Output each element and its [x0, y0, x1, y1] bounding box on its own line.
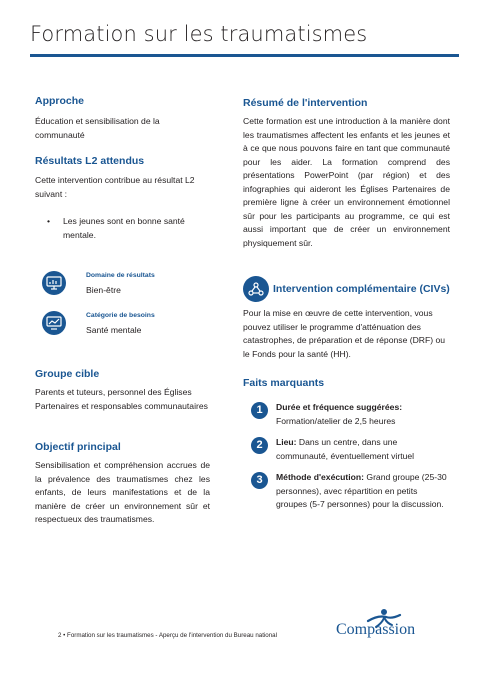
- objectif-text: Sensibilisation et compréhension accrues de la prévalence des traumatismes chez les enfants, de leurs manifestations et de la manière de créer un environnement sûr et respectueux des traumatismes.: [35, 460, 210, 524]
- categorie-block: [42, 311, 155, 337]
- objectif-heading: Objectif principal: [35, 441, 121, 453]
- faits-item: [251, 401, 450, 428]
- title-rule: [30, 54, 459, 57]
- resultats-heading: Résultats L2 attendus: [35, 155, 145, 167]
- left-column: [35, 95, 210, 242]
- faits-section: [243, 377, 450, 520]
- resume-section: [243, 97, 450, 250]
- groupe-heading: Groupe cible: [35, 368, 100, 380]
- faits-item-text: Grand groupe (25-30 personnes), avec répartition en petits groupes (5-7 personnes) pour la discussion.: [276, 472, 447, 509]
- resume-heading: Résumé de l'intervention: [243, 97, 368, 109]
- logo-text: Compassion: [336, 621, 416, 638]
- resultats-item-text: Les jeunes sont en bonne santé mentale.: [63, 216, 185, 240]
- complementaire-text: Pour la mise en œuvre de cette intervention, vous pouvez utiliser le programme d'atténuation des catastrophes, de préparation et de réponse (DRF) ou le Fonds pour la santé (HH).: [243, 308, 446, 359]
- domaine-value: Bien-être: [86, 285, 121, 295]
- screen-chart-icon: [42, 271, 66, 295]
- approche-heading: Approche: [35, 95, 85, 107]
- approche-text: Éducation et sensibilisation de la communauté: [35, 116, 160, 140]
- page-title: Formation sur les traumatismes: [30, 22, 368, 46]
- compassion-logo: [330, 607, 430, 643]
- faits-heading: Faits marquants: [243, 377, 325, 389]
- resultats-intro: Cette intervention contribue au résultat L2 suivant :: [35, 175, 195, 199]
- groupe-text: Parents et tuteurs, personnel des Églises Partenaires et responsables communautaires: [35, 387, 208, 411]
- faits-item: [251, 471, 450, 512]
- network-nodes-icon: [243, 276, 269, 302]
- number-3-icon: 3: [251, 472, 268, 489]
- categorie-caption: Catégorie de besoins: [86, 312, 155, 319]
- resume-text: Cette formation est une introduction à la manière dont les traumatismes affectent les enfants et les jeunes et à ce que nous pouvons faire en tant que communauté pour les aider. La formation comprend des présentations PowerPoint (par région) et des infographies qui aideront les Églises Partenaires de première ligne à créer un environnement émotionnel sûr pour les participants au programme, ce qui est aussi important que de créer un environnement physiquement sûr.: [243, 116, 450, 248]
- number-2-icon: 2: [251, 437, 268, 454]
- page-footer: 2 • Formation sur les traumatismes - Aperçu de l'intervention du Bureau national: [58, 632, 277, 639]
- faits-item: [251, 436, 450, 463]
- groupe-section: [35, 368, 210, 413]
- number-1-icon: 1: [251, 402, 268, 419]
- faits-item-label: Durée et fréquence suggérées:: [276, 402, 403, 412]
- bullet-icon: •: [47, 216, 51, 226]
- complementaire-heading: Intervention complémentaire (CIVs): [273, 282, 450, 295]
- domaine-caption: Domaine de résultats: [86, 272, 155, 279]
- objectif-section: [35, 441, 210, 527]
- complementaire-section: [243, 276, 450, 361]
- domaine-block: [42, 271, 155, 297]
- faits-item-text: Dans un centre, dans une communauté, éventuellement virtuel: [276, 437, 415, 461]
- faits-item-label: Méthode d'exécution:: [276, 472, 364, 482]
- faits-item-text: Formation/atelier de 2,5 heures: [276, 415, 396, 426]
- categorie-value: Santé mentale: [86, 325, 142, 335]
- resultats-item: [35, 215, 210, 242]
- faits-item-label: Lieu:: [276, 437, 297, 447]
- screen-growth-icon: [42, 311, 66, 335]
